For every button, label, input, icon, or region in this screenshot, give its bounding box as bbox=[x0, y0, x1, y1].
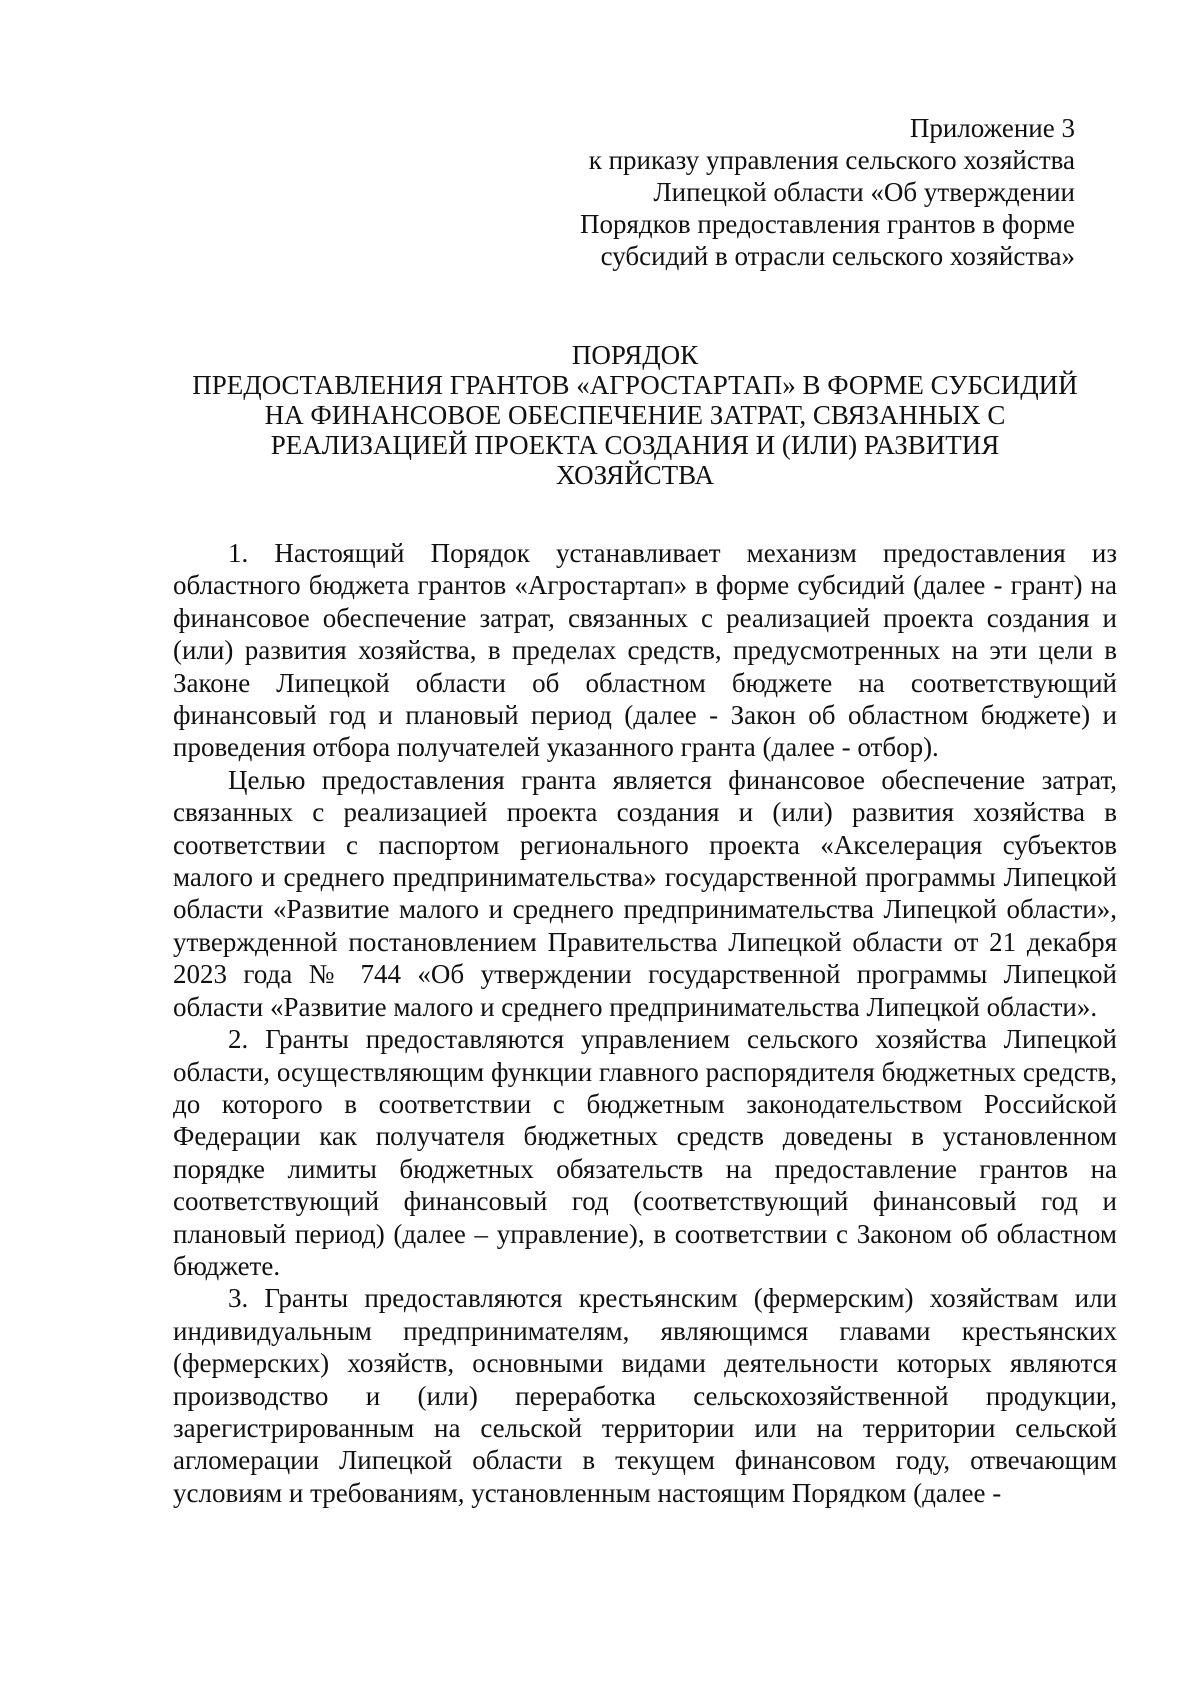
appendix-line: субсидий в отрасли сельского хозяйства» bbox=[600, 241, 1075, 271]
title-line: РЕАЛИЗАЦИЕЙ ПРОЕКТА СОЗДАНИЯ И (ИЛИ) РАЗВИТИЯ bbox=[270, 430, 1000, 460]
paragraph-goal: Целью предоставления гранта является финансовое обеспечение затрат, связанных с реализацией проекта создания и (или) развития хозяйства в соответствии с паспортом регионального проекта «Акселерация субъектов малого и среднего предпринимательства» государственной программы Липецкой области «Развитие малого и среднего предпринимательства Липецкой области», утвержденной постановлением Правительства Липецкой области от 21 декабря 2023 года № 744 «Об утверждении государственной программы Липецкой области «Развитие малого и среднего предпринимательства Липецкой области». bbox=[173, 764, 1117, 1022]
appendix-line: Липецкой области «Об утверждении bbox=[653, 177, 1075, 207]
appendix-line: Приложение 3 bbox=[909, 113, 1075, 143]
title-line: ХОЗЯЙСТВА bbox=[556, 460, 714, 490]
document-body bbox=[173, 537, 1117, 1509]
appendix-header bbox=[515, 112, 1075, 272]
title-line: НА ФИНАНСОВОЕ ОБЕСПЕЧЕНИЕ ЗАТРАТ, СВЯЗАННЫХ С bbox=[264, 400, 1006, 430]
appendix-line: Порядков предоставления грантов в форме bbox=[579, 209, 1075, 239]
paragraph-3: 3. Гранты предоставляются крестьянским (фермерским) хозяйствам или индивидуальным предпринимателям, являющимся главами крестьянских (фермерских) хозяйств, основными видами деятельности которых являются производство и (или) переработка сельскохозяйственной продукции, зарегистрированным на сельской территории или на территории сельской агломерации Липецкой области в текущем финансовом году, отвечающим условиям и требованиям, установленным настоящим Порядком (далее - bbox=[173, 1283, 1117, 1508]
title-line: ПОРЯДОК bbox=[571, 340, 699, 370]
paragraph-1: 1. Настоящий Порядок устанавливает механизм предоставления из областного бюджета грантов «Агростартап» в форме субсидий (далее - грант) на финансовое обеспечение затрат, связанных с реализацией проекта создания и (или) развития хозяйства, в пределах средств, предусмотренных на эти цели в Законе Липецкой области об областном бюджете на соответствующий финансовый год и плановый период (далее - Закон об областном бюджете) и проведения отбора получателей указанного гранта (далее - отбор). bbox=[173, 538, 1117, 763]
paragraph-2: 2. Гранты предоставляются управлением сельского хозяйства Липецкой области, осуществляющим функции главного распорядителя бюджетных средств, до которого в соответствии с бюджетным законодательством Российской Федерации как получателя бюджетных средств доведены в установленном порядке лимиты бюджетных обязательств на предоставление грантов на соответствующий финансовый год (соответствующий финансовый год и плановый период) (далее – управление), в соответствии с Законом об областном бюджете. bbox=[173, 1024, 1117, 1281]
document-title bbox=[160, 340, 1110, 490]
title-line: ПРЕДОСТАВЛЕНИЯ ГРАНТОВ «АГРОСТАРТАП» В ФОРМЕ СУБСИДИЙ bbox=[192, 370, 1078, 400]
appendix-line: к приказу управления сельского хозяйства bbox=[588, 145, 1075, 175]
